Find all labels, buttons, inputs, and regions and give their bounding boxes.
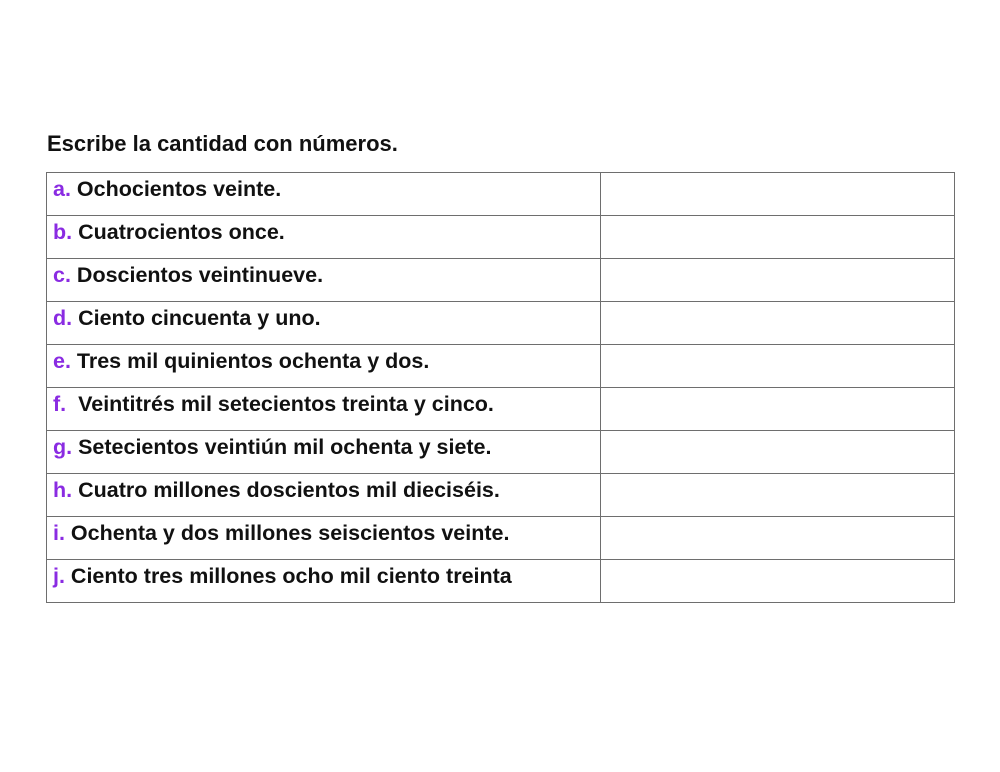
item-text: Ciento cincuenta y uno.	[72, 306, 321, 330]
exercise-row	[47, 216, 955, 259]
question-cell	[47, 345, 601, 388]
instruction-heading: Escribe la cantidad con números.	[47, 131, 398, 156]
exercise-row	[47, 474, 955, 517]
question-cell	[47, 560, 601, 603]
item-text: Ciento tres millones ocho mil ciento treinta	[64, 564, 512, 588]
question-cell	[47, 517, 601, 560]
item-letter: d.	[53, 306, 73, 330]
exercise-row	[47, 431, 955, 474]
item-text: Ochocientos veinte.	[70, 177, 282, 201]
exercise-row	[47, 259, 955, 302]
item-letter: e.	[53, 349, 71, 373]
answer-cell[interactable]	[601, 302, 955, 345]
exercise-row	[47, 173, 955, 216]
question-cell	[47, 474, 601, 517]
item-letter: c.	[53, 263, 71, 287]
answer-cell[interactable]	[601, 345, 955, 388]
exercise-table	[46, 172, 955, 603]
question-cell	[47, 431, 601, 474]
item-text: Cuatro millones doscientos mil dieciséis.	[72, 478, 500, 502]
answer-cell[interactable]	[601, 517, 955, 560]
item-letter: f.	[53, 392, 67, 416]
item-text: Cuatrocientos once.	[72, 220, 285, 244]
question-cell	[47, 259, 601, 302]
item-text: Setecientos veintiún mil ochenta y siete.	[72, 435, 492, 459]
item-text: Tres mil quinientos ochenta y dos.	[70, 349, 430, 373]
item-text: Ochenta y dos millones seiscientos veinte.	[64, 521, 510, 545]
item-text: Doscientos veintinueve.	[70, 263, 324, 287]
question-cell	[47, 388, 601, 431]
item-letter: i.	[53, 521, 65, 545]
exercise-row	[47, 345, 955, 388]
item-letter: j.	[53, 564, 65, 588]
item-letter: h.	[53, 478, 73, 502]
question-cell	[47, 216, 601, 259]
answer-cell[interactable]	[601, 259, 955, 302]
item-letter: b.	[53, 220, 73, 244]
answer-cell[interactable]	[601, 388, 955, 431]
exercise-row	[47, 388, 955, 431]
answer-cell[interactable]	[601, 216, 955, 259]
exercise-row	[47, 517, 955, 560]
item-letter: g.	[53, 435, 73, 459]
question-cell	[47, 302, 601, 345]
answer-cell[interactable]	[601, 173, 955, 216]
exercise-row	[47, 560, 955, 603]
item-text: Veintitrés mil setecientos treinta y cinco.	[66, 392, 494, 416]
question-cell	[47, 173, 601, 216]
answer-cell[interactable]	[601, 474, 955, 517]
answer-cell[interactable]	[601, 560, 955, 603]
exercise-row	[47, 302, 955, 345]
answer-cell[interactable]	[601, 431, 955, 474]
item-letter: a.	[53, 177, 71, 201]
